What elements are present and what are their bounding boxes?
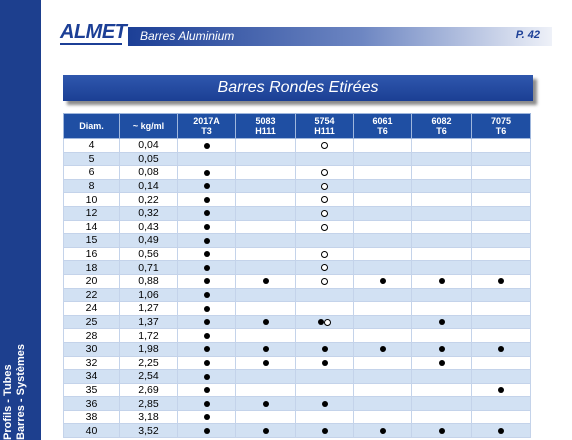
open-circle-icon: [321, 196, 328, 203]
availability-cell-a6061: [354, 193, 412, 207]
availability-cell-a5083: [236, 247, 296, 261]
availability-cell-a6082: [412, 193, 472, 207]
diameter-cell: 6: [64, 166, 120, 180]
availability-cell-a6082: [412, 342, 472, 356]
column-header-a7075: [472, 114, 531, 139]
availability-cell-a2017: [178, 397, 236, 411]
availability-cell-a5754: [296, 152, 354, 166]
availability-cell-a7075: [472, 193, 531, 207]
availability-cell-a6082: [412, 274, 472, 288]
table-row: [64, 234, 531, 248]
open-circle-icon: [321, 169, 328, 176]
availability-cell-a6082: [412, 247, 472, 261]
column-header-label: 5754: [314, 116, 335, 126]
weight-cell: 2,25: [120, 356, 178, 370]
availability-cell-a5083: [236, 370, 296, 384]
availability-cell-a2017: [178, 152, 236, 166]
weight-cell: 2,69: [120, 383, 178, 397]
filled-dot-icon: [204, 278, 210, 284]
availability-cell-a7075: [472, 247, 531, 261]
filled-dot-icon: [204, 306, 210, 312]
filled-dot-icon: [322, 346, 328, 352]
availability-cell-a5083: [236, 139, 296, 153]
filled-dot-icon: [204, 251, 210, 257]
header-bar: [128, 27, 552, 46]
availability-cell-a7075: [472, 424, 531, 438]
availability-cell-a5083: [236, 329, 296, 343]
availability-cell-a2017: [178, 370, 236, 384]
column-header-label: 6061: [372, 116, 393, 126]
open-circle-icon: [321, 264, 328, 271]
availability-cell-a5754: [296, 370, 354, 384]
availability-cell-a5083: [236, 315, 296, 329]
column-header-a2017: [178, 114, 236, 139]
availability-cell-a6082: [412, 410, 472, 424]
availability-cell-a2017: [178, 410, 236, 424]
table-row: [64, 383, 531, 397]
availability-cell-a6061: [354, 152, 412, 166]
filled-dot-icon: [439, 360, 445, 366]
availability-cell-a6082: [412, 220, 472, 234]
availability-cell-a7075: [472, 370, 531, 384]
weight-cell: 0,49: [120, 234, 178, 248]
availability-cell-a6061: [354, 234, 412, 248]
open-circle-icon: [321, 251, 328, 258]
open-circle-icon: [321, 278, 328, 285]
column-header-temper: H111: [314, 126, 335, 136]
table-row: [64, 302, 531, 316]
table-row: [64, 288, 531, 302]
availability-cell-a2017: [178, 288, 236, 302]
availability-cell-a2017: [178, 329, 236, 343]
filled-dot-icon: [380, 278, 386, 284]
table-row: [64, 139, 531, 153]
availability-cell-a6082: [412, 139, 472, 153]
availability-cell-a6061: [354, 315, 412, 329]
column-header-temper: T6: [377, 126, 388, 136]
table-row: [64, 329, 531, 343]
table-row: [64, 342, 531, 356]
availability-cell-a5754: [296, 261, 354, 275]
availability-cell-a6082: [412, 261, 472, 275]
availability-cell-a6061: [354, 206, 412, 220]
availability-cell-a6082: [412, 152, 472, 166]
filled-dot-icon: [204, 224, 210, 230]
column-header-temper: T6: [495, 126, 507, 136]
availability-cell-a6061: [354, 356, 412, 370]
table-row: [64, 356, 531, 370]
availability-cell-a6061: [354, 383, 412, 397]
page-number: P. 42: [515, 29, 540, 41]
weight-cell: 2,85: [120, 397, 178, 411]
availability-cell-a2017: [178, 342, 236, 356]
availability-cell-a5754: [296, 288, 354, 302]
availability-cell-a2017: [178, 424, 236, 438]
filled-dot-icon: [439, 428, 445, 434]
weight-cell: 1,98: [120, 342, 178, 356]
column-header-a5083: [236, 114, 296, 139]
sidebar-line-1: Profils - Tubes: [2, 364, 14, 440]
availability-cell-a2017: [178, 220, 236, 234]
filled-dot-icon: [263, 278, 269, 284]
availability-cell-a5083: [236, 397, 296, 411]
availability-cell-a7075: [472, 397, 531, 411]
availability-cell-a5754: [296, 220, 354, 234]
availability-cell-a5083: [236, 166, 296, 180]
diameter-cell: 36: [64, 397, 120, 411]
availability-cell-a7075: [472, 139, 531, 153]
availability-cell-a7075: [472, 179, 531, 193]
availability-cell-a5083: [236, 342, 296, 356]
filled-dot-icon: [498, 428, 504, 434]
table-header-row: [64, 114, 531, 139]
availability-cell-a6061: [354, 342, 412, 356]
availability-cell-a6061: [354, 220, 412, 234]
availability-cell-a5083: [236, 288, 296, 302]
availability-cell-a7075: [472, 220, 531, 234]
availability-cell-a6061: [354, 370, 412, 384]
filled-dot-icon: [263, 319, 269, 325]
filled-dot-icon: [498, 387, 504, 393]
availability-cell-a6082: [412, 329, 472, 343]
availability-cell-a7075: [472, 410, 531, 424]
availability-cell-a7075: [472, 329, 531, 343]
open-circle-icon: [321, 210, 328, 217]
table-row: [64, 274, 531, 288]
diameter-cell: 30: [64, 342, 120, 356]
filled-dot-icon: [204, 401, 210, 407]
filled-dot-icon: [204, 428, 210, 434]
weight-cell: 0,08: [120, 166, 178, 180]
section-banner: Barres Rondes Etirées: [63, 75, 533, 101]
diameter-cell: 10: [64, 193, 120, 207]
availability-cell-a6082: [412, 356, 472, 370]
filled-dot-icon: [204, 143, 210, 149]
availability-cell-a5754: [296, 424, 354, 438]
availability-cell-a6082: [412, 397, 472, 411]
availability-cell-a5754: [296, 356, 354, 370]
column-header-label: 7075: [490, 116, 512, 126]
availability-cell-a5754: [296, 193, 354, 207]
filled-dot-icon: [204, 360, 210, 366]
weight-cell: 0,14: [120, 179, 178, 193]
availability-cell-a6082: [412, 234, 472, 248]
column-header-temper: T3: [201, 126, 212, 136]
weight-cell: 0,88: [120, 274, 178, 288]
availability-cell-a6061: [354, 274, 412, 288]
availability-cell-a5754: [296, 315, 354, 329]
column-header-label: 5083: [255, 116, 276, 126]
availability-cell-a2017: [178, 234, 236, 248]
weight-cell: 1,06: [120, 288, 178, 302]
column-header-diam: [64, 114, 120, 139]
weight-cell: 0,56: [120, 247, 178, 261]
column-header-label: ~ kg/ml: [132, 121, 165, 131]
availability-cell-a7075: [472, 261, 531, 275]
availability-cell-a7075: [472, 288, 531, 302]
filled-dot-icon: [204, 319, 210, 325]
diameter-cell: 28: [64, 329, 120, 343]
filled-dot-icon: [263, 401, 269, 407]
open-circle-icon: [324, 319, 331, 326]
availability-cell-a7075: [472, 302, 531, 316]
filled-dot-icon: [380, 428, 386, 434]
filled-dot-icon: [322, 360, 328, 366]
availability-cell-a2017: [178, 274, 236, 288]
availability-cell-a6061: [354, 247, 412, 261]
weight-cell: 3,18: [120, 410, 178, 424]
weight-cell: 0,04: [120, 139, 178, 153]
column-header-a6061: [354, 114, 412, 139]
table-row: [64, 220, 531, 234]
availability-cell-a5083: [236, 302, 296, 316]
availability-cell-a5083: [236, 193, 296, 207]
availability-cell-a6061: [354, 410, 412, 424]
filled-dot-icon: [498, 346, 504, 352]
open-circle-icon: [321, 183, 328, 190]
table-row: [64, 206, 531, 220]
sidebar-label: [2, 344, 28, 440]
availability-cell-a6061: [354, 166, 412, 180]
availability-cell-a5083: [236, 261, 296, 275]
availability-cell-a6061: [354, 302, 412, 316]
availability-cell-a5754: [296, 397, 354, 411]
diameter-cell: 18: [64, 261, 120, 275]
table-row: [64, 247, 531, 261]
availability-cell-a6061: [354, 139, 412, 153]
weight-cell: 2,54: [120, 370, 178, 384]
open-circle-icon: [321, 224, 328, 231]
availability-cell-a5754: [296, 247, 354, 261]
diameter-cell: 34: [64, 370, 120, 384]
diameter-cell: 25: [64, 315, 120, 329]
spec-table: [63, 113, 531, 438]
weight-cell: 0,32: [120, 206, 178, 220]
availability-cell-a2017: [178, 247, 236, 261]
filled-dot-icon: [263, 346, 269, 352]
availability-cell-a5754: [296, 410, 354, 424]
diameter-cell: 12: [64, 206, 120, 220]
column-header-temper: H111: [255, 126, 276, 136]
availability-cell-a7075: [472, 315, 531, 329]
availability-cell-a7075: [472, 274, 531, 288]
availability-cell-a7075: [472, 166, 531, 180]
availability-cell-a7075: [472, 152, 531, 166]
filled-dot-icon: [204, 265, 210, 271]
availability-cell-a6082: [412, 302, 472, 316]
availability-cell-a2017: [178, 315, 236, 329]
availability-cell-a7075: [472, 342, 531, 356]
filled-dot-icon: [204, 197, 210, 203]
availability-cell-a5083: [236, 383, 296, 397]
header-title: Barres Aluminium: [140, 29, 235, 43]
availability-cell-a5083: [236, 424, 296, 438]
diameter-cell: 8: [64, 179, 120, 193]
availability-cell-a5754: [296, 329, 354, 343]
availability-cell-a5083: [236, 152, 296, 166]
diameter-cell: 14: [64, 220, 120, 234]
filled-dot-icon: [204, 333, 210, 339]
filled-dot-icon: [498, 278, 504, 284]
availability-cell-a2017: [178, 166, 236, 180]
availability-cell-a2017: [178, 302, 236, 316]
weight-cell: 0,71: [120, 261, 178, 275]
diameter-cell: 24: [64, 302, 120, 316]
availability-cell-a7075: [472, 234, 531, 248]
availability-cell-a2017: [178, 193, 236, 207]
diameter-cell: 32: [64, 356, 120, 370]
filled-dot-icon: [204, 210, 210, 216]
filled-dot-icon: [439, 319, 445, 325]
almet-logo: ALMET: [60, 21, 127, 43]
filled-dot-icon: [322, 401, 328, 407]
availability-cell-a6082: [412, 424, 472, 438]
table-row: [64, 424, 531, 438]
filled-dot-icon: [380, 346, 386, 352]
filled-dot-icon: [263, 428, 269, 434]
availability-cell-a5083: [236, 410, 296, 424]
table-row: [64, 166, 531, 180]
column-header-temper: T6: [436, 126, 447, 136]
availability-cell-a7075: [472, 206, 531, 220]
column-header-a6082: [412, 114, 472, 139]
filled-dot-icon: [204, 414, 210, 420]
diameter-cell: 22: [64, 288, 120, 302]
availability-cell-a6082: [412, 288, 472, 302]
availability-cell-a6082: [412, 315, 472, 329]
diameter-cell: 16: [64, 247, 120, 261]
weight-cell: 1,27: [120, 302, 178, 316]
availability-cell-a2017: [178, 206, 236, 220]
availability-cell-a7075: [472, 356, 531, 370]
diameter-cell: 35: [64, 383, 120, 397]
filled-dot-icon: [322, 428, 328, 434]
column-header-a5754: [296, 114, 354, 139]
availability-cell-a2017: [178, 383, 236, 397]
availability-cell-a5754: [296, 274, 354, 288]
filled-dot-icon: [439, 278, 445, 284]
availability-cell-a6061: [354, 397, 412, 411]
availability-cell-a2017: [178, 139, 236, 153]
availability-cell-a5083: [236, 206, 296, 220]
availability-cell-a2017: [178, 179, 236, 193]
table-row: [64, 152, 531, 166]
availability-cell-a5754: [296, 139, 354, 153]
filled-dot-icon: [204, 374, 210, 380]
diameter-cell: 4: [64, 139, 120, 153]
availability-cell-a5083: [236, 356, 296, 370]
availability-cell-a6061: [354, 329, 412, 343]
open-circle-icon: [321, 142, 328, 149]
weight-cell: 0,05: [120, 152, 178, 166]
weight-cell: 1,72: [120, 329, 178, 343]
filled-dot-icon: [263, 360, 269, 366]
availability-cell-a5754: [296, 179, 354, 193]
table-row: [64, 397, 531, 411]
weight-cell: 3,52: [120, 424, 178, 438]
diameter-cell: 5: [64, 152, 120, 166]
availability-cell-a5754: [296, 206, 354, 220]
availability-cell-a6082: [412, 370, 472, 384]
filled-dot-icon: [204, 346, 210, 352]
availability-cell-a5754: [296, 383, 354, 397]
column-header-label: 2017A: [193, 116, 220, 126]
filled-dot-icon: [204, 170, 210, 176]
filled-dot-icon: [204, 387, 210, 393]
table-row: [64, 193, 531, 207]
column-header-label: Diam.: [79, 121, 104, 131]
availability-cell-a5754: [296, 166, 354, 180]
column-header-kgm: [120, 114, 178, 139]
weight-cell: 0,22: [120, 193, 178, 207]
logo-underline: [60, 43, 122, 45]
availability-cell-a5083: [236, 274, 296, 288]
availability-cell-a2017: [178, 261, 236, 275]
availability-cell-a5083: [236, 234, 296, 248]
availability-cell-a6082: [412, 166, 472, 180]
availability-cell-a6061: [354, 261, 412, 275]
filled-dot-icon: [439, 346, 445, 352]
availability-cell-a5754: [296, 234, 354, 248]
diameter-cell: 38: [64, 410, 120, 424]
filled-dot-icon: [204, 183, 210, 189]
table-row: [64, 370, 531, 384]
availability-cell-a7075: [472, 383, 531, 397]
availability-cell-a5083: [236, 179, 296, 193]
availability-cell-a6061: [354, 424, 412, 438]
sidebar-line-2: Barres - Systèmes: [15, 343, 27, 440]
diameter-cell: 15: [64, 234, 120, 248]
availability-cell-a6061: [354, 179, 412, 193]
table-row: [64, 179, 531, 193]
filled-dot-icon: [204, 238, 210, 244]
availability-cell-a6082: [412, 179, 472, 193]
availability-cell-a5754: [296, 302, 354, 316]
availability-cell-a5083: [236, 220, 296, 234]
availability-cell-a2017: [178, 356, 236, 370]
column-header-label: 6082: [431, 116, 452, 126]
availability-cell-a5754: [296, 342, 354, 356]
availability-cell-a6082: [412, 206, 472, 220]
filled-dot-icon: [204, 292, 210, 298]
table-row: [64, 261, 531, 275]
availability-cell-a6061: [354, 288, 412, 302]
table-row: [64, 315, 531, 329]
weight-cell: 0,43: [120, 220, 178, 234]
diameter-cell: 20: [64, 274, 120, 288]
table-body: [64, 139, 531, 438]
availability-cell-a6082: [412, 383, 472, 397]
sidebar: [0, 0, 41, 440]
diameter-cell: 40: [64, 424, 120, 438]
weight-cell: 1,37: [120, 315, 178, 329]
table-row: [64, 410, 531, 424]
